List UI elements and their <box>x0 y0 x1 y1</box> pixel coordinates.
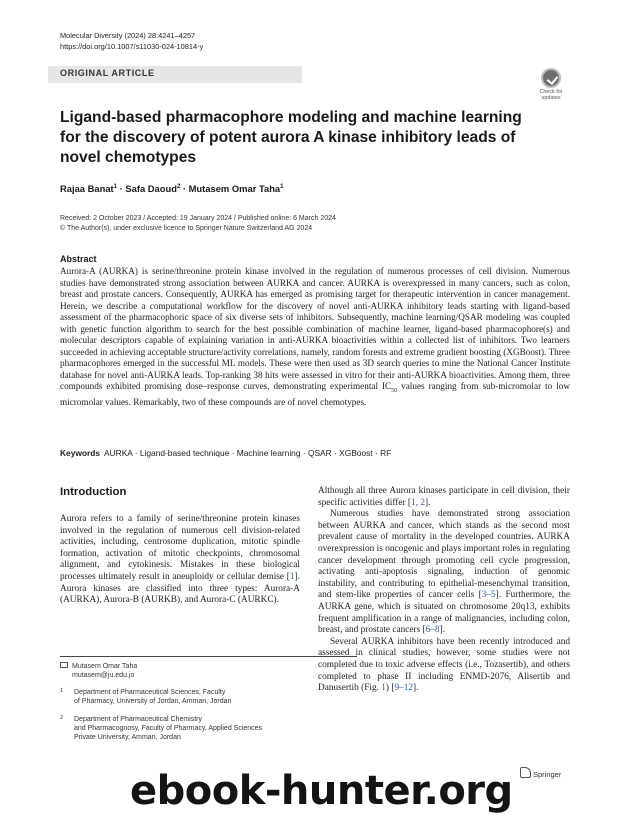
author-separator: · <box>117 183 126 194</box>
keywords-label: Keywords <box>60 448 101 458</box>
affiliation-text: of Pharmacy, University of Jordan, Amman, Jordan <box>74 698 232 705</box>
contact-name: Mutasem Omar Taha <box>72 663 138 670</box>
journal-header <box>60 30 203 52</box>
doi-link[interactable]: https://doi.org/10.1007/s11030-024-10814-y <box>60 42 204 51</box>
figure-link[interactable]: 1 <box>381 683 386 694</box>
contact-email[interactable]: mutasem@ju.edu.jo <box>72 672 135 679</box>
introduction-heading: Introduction <box>60 486 127 498</box>
springer-horse-icon <box>520 767 531 778</box>
affiliation-text: Private University, Amman, Jordan <box>74 734 181 741</box>
author-separator: · <box>180 183 189 194</box>
abstract-heading: Abstract <box>60 254 97 264</box>
intro-paragraph: Numerous studies have demonstrated strong association between AURKA and cancer, which stands as the second most prevalent cause of mortality in the developed countries. AURKA overexpression is oncogenic and plays important roles in regulating cancer development through promoting cell cycle progression, activating anti-apoptosis signaling, induction of genomic instability, and contributing to epithelial-mesenchymal transition, and stem-like properties of cancer cells [3–5]. Furthermore, the AURKA gene, which is situated on chromosome 20q13, exhibits frequent amplification in a range of malignancies, including colon, breast, and prostate cancers [6–8]. <box>318 509 570 636</box>
intro-paragraph: Although all three Aurora kinases participate in cell division, their specific activities differ [1, 2]. <box>318 486 570 508</box>
intro-paragraph: Aurora refers to a family of serine/threonine protein kinases involved in the regulation of numerous cell division-related activities, including, centrosome duplication, mitotic spindle formation, activation of mitotic checkpoints, chromosomal alignment, and cytokinesis. Mistakes in these biological processes ultimately result in aneuploidy or cellular demise [1]. Aurora kinases are classified into three types: Aurora-A (AURKA), Aurora-B (AURKB), and Aurora-C (AURKC). <box>60 514 300 606</box>
author-name[interactable]: Rajaa Banat <box>60 183 114 194</box>
author-name[interactable]: Mutasem Omar Taha <box>188 183 281 194</box>
right-column <box>318 486 570 695</box>
footnote-divider <box>60 656 357 657</box>
affiliation-number: 2 <box>60 715 64 721</box>
author-list <box>60 183 284 194</box>
history-dates: Received: 2 October 2023 / Accepted: 19 January 2024 / Published online: 6 March 2024 <box>60 215 336 222</box>
abstract-subscript: 50 <box>391 387 398 394</box>
journal-citation: Molecular Diversity (2024) 28:4241–4257 <box>60 31 196 40</box>
affiliation-1 <box>60 688 231 706</box>
affiliation-text: Department of Pharmaceutical Chemistry <box>74 716 202 723</box>
author-affiliation-marker: 1 <box>280 183 284 190</box>
citation-link[interactable]: 6–8 <box>425 625 440 636</box>
keywords-text: AURKA · Ligand-based technique · Machine learning · QSAR · XGBoost · RF <box>104 448 392 458</box>
author-affiliation-marker: 1 <box>113 183 118 190</box>
envelope-icon <box>60 662 68 668</box>
author-affiliation-marker: 2 <box>176 183 181 190</box>
copyright-notice: © The Author(s), under exclusive licence to Springer Nature Switzerland AG 2024 <box>60 224 313 232</box>
intro-paragraph: Several AURKA inhibitors have been recently introduced and assessed in clinical studies, however, some studies were not completed due to toxic adverse effects (i.e., Tozasertib), and others completed to phase II including ENMD-2076, Alisertib and Danusertib (Fig. 1) [9–12]. <box>318 636 570 694</box>
affiliation-text: and Pharmacognosy, Faculty of Pharmacy, Applied Sciences <box>74 725 263 732</box>
citation-link[interactable]: 1 <box>289 571 295 582</box>
article-type-banner <box>48 66 302 83</box>
corresponding-author <box>60 662 137 680</box>
publisher-name: Springer <box>533 770 562 779</box>
abstract-body <box>60 266 570 409</box>
abstract-text-end: values ranging from sub-micromolar to low micromolar values. Remarkably, two of these compounds are of novel chemotypes. <box>60 381 570 408</box>
left-column <box>60 514 300 607</box>
article-title: Ligand-based pharmacophore modeling and machine learning for the discovery of potent aurora A kinase inhibitory leads of novel chemotypes <box>60 109 522 166</box>
author-name[interactable]: Safa Daoud <box>125 183 177 194</box>
abstract-text: Aurora-A (AURKA) is serine/threonine protein kinase involved in the regulation of numerous processes of cell division. Numerous studies have demonstrated strong association between AURKA and cancer. AURKA is overexpressed in many cancers, such as colon, breast and prostate cancers. Consequently, AURKA has emerged as promising target for therapeutic intervention in cancer management. Herein, we describe a computational workflow for the discovery of novel anti-AURKA inhibitory leads starting with ligand-based assessment of the pharmacophoric space of six diverse sets of inhibitors. Subsequently, machine learning/QSAR modeling was coupled with genetic function algorithm to search for the best possible combination of machine learner, ligand-based pharmacophore(s) and molecular descriptors capable of explaining variation in anti-AURKA bioactivities within a collected list of inhibitors. Two learners succeeded in achieving acceptable structure/activity correlations, namely, random forests and extreme gradient boosting (XGBoost). Three pharmacophores emerged in the successful ML models. These were then used as 3D search queries to mine the National Cancer Institute database for novel anti-AURKA leads. Top-ranking 38 hits were assessed in vitro for their anti-AURKA bioactivities. Among them, three compounds exhibited promising dose–response curves, demonstrating experimental IC <box>60 266 570 391</box>
article-type-label: ORIGINAL ARTICLE <box>60 68 155 78</box>
publication-dates <box>60 214 336 233</box>
publisher-logo <box>520 767 561 779</box>
affiliation-text: Department of Pharmaceutical Sciences, Faculty <box>74 689 226 696</box>
keywords-line <box>60 448 391 458</box>
citation-link[interactable]: 1, 2 <box>411 497 425 508</box>
affiliation-2 <box>60 715 262 742</box>
check-updates-label: Check for updates <box>539 89 563 101</box>
citation-link[interactable]: 3–5 <box>481 590 496 601</box>
citation-link[interactable]: 9–12 <box>394 683 414 694</box>
affiliation-number: 1 <box>60 688 64 694</box>
check-for-updates-button[interactable] <box>535 68 567 102</box>
watermark-text: ebook-hunter.org <box>130 768 513 814</box>
checkmark-icon <box>541 68 561 88</box>
